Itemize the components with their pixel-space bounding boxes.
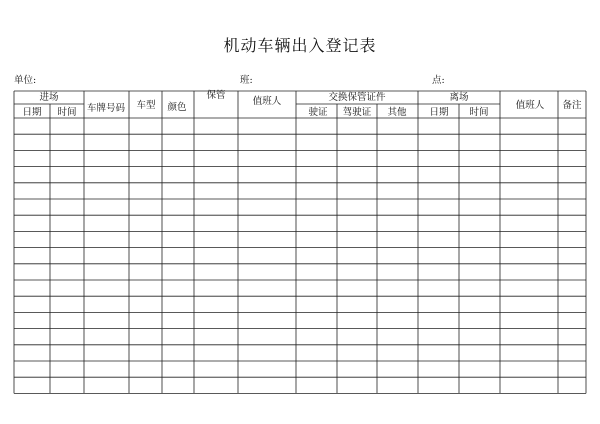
header-type: 车型: [136, 100, 156, 111]
header-doc-3: 其他: [387, 107, 407, 118]
header-remark: 备注: [562, 100, 582, 111]
header-docs-group: 交换保管证件: [328, 92, 386, 103]
header-exit-time: 时间: [469, 107, 489, 118]
header-exit-duty: 值班人: [515, 100, 545, 111]
header-plate: 车牌号码: [86, 103, 126, 114]
header-color: 颜色: [167, 102, 187, 113]
header-duty: 值班人: [252, 96, 282, 107]
point-label: 点:: [432, 75, 445, 86]
header-keep: 保管: [206, 90, 226, 101]
header-exit-group: 离场: [449, 92, 469, 103]
page-title: 机动车辆出入登记表: [223, 36, 377, 55]
header-exit-date: 日期: [429, 107, 449, 118]
header-doc-2: 驾驶证: [342, 107, 372, 118]
header-entry-group: 进场: [39, 92, 59, 103]
header-entry-date: 日期: [22, 107, 42, 118]
unit-label: 单位:: [14, 75, 37, 86]
header-doc-1: 驶证: [308, 107, 328, 118]
header-entry-time: 时间: [57, 107, 77, 118]
shift-label: 班:: [240, 75, 253, 86]
